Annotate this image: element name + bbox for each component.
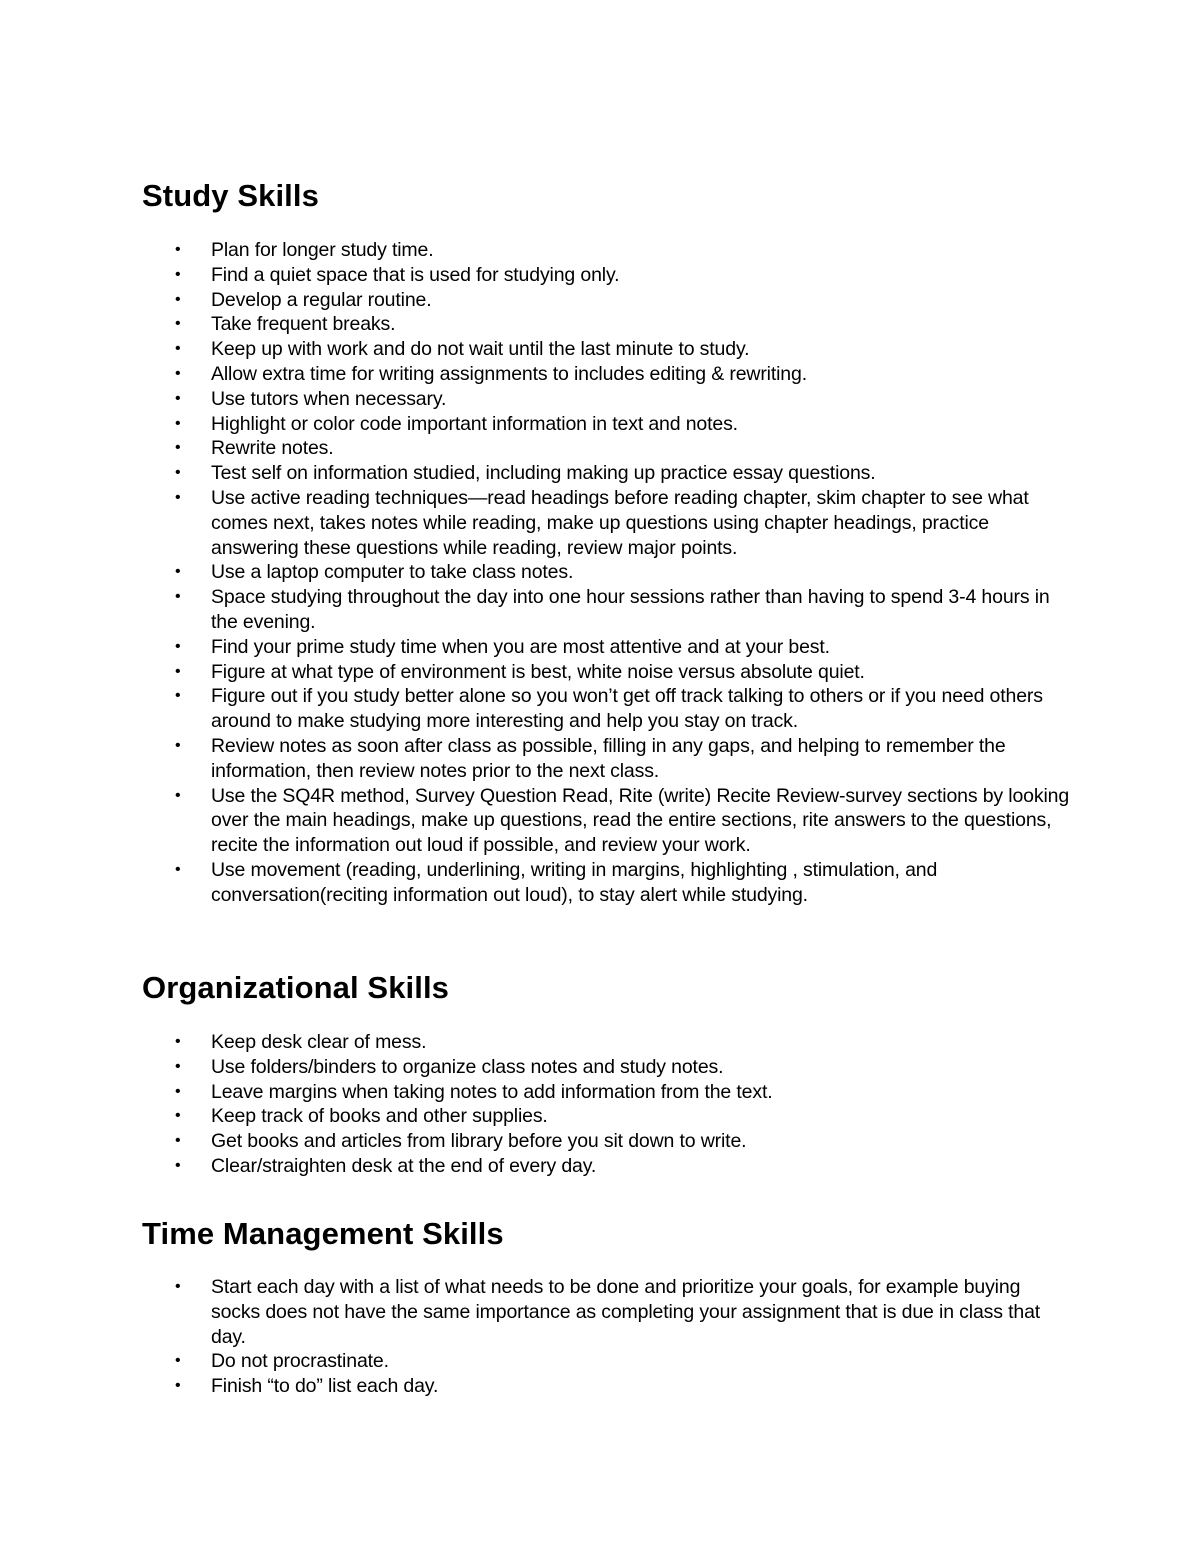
bullet-icon: •: [175, 588, 181, 606]
list-item: • Find your prime study time when you are most attentive and at your best.: [175, 635, 830, 658]
list-item: • Review notes as soon after class as possible, filling in any gaps, and helping to remember the information, then review notes prior to the next class.: [175, 734, 1006, 782]
bullet-icon: •: [175, 637, 181, 655]
list-item: • Space studying throughout the day into one hour sessions rather than having to spend 3-4 hours in the evening.: [175, 586, 1050, 633]
bullet-icon: •: [175, 1278, 181, 1295]
bullet-icon: •: [175, 464, 181, 482]
list-item: • Use active reading techniques—read headings before reading chapter, skim chapter to see what comes next, takes notes while reading, make up questions using chapter headings, practice answering these questions while reading, review major points.: [175, 486, 1029, 559]
list-item: • Figure out if you study better alone so you won’t get off track talking to others or if you need others around to make studying more interesting and help you stay on track.: [175, 685, 1043, 733]
bullet-icon: •: [175, 1057, 181, 1075]
bullet-icon: •: [175, 1082, 181, 1100]
bullet-icon: •: [175, 736, 181, 754]
organizational-skills-section: [142, 970, 1072, 1179]
list-item: • Use tutors when necessary.: [175, 387, 447, 410]
bullet-icon: •: [175, 315, 181, 333]
list-item: • Allow extra time for writing assignments to includes editing & rewriting.: [175, 362, 807, 385]
list-item: • Develop a regular routine.: [175, 288, 432, 311]
bullet-icon: •: [175, 241, 181, 258]
section-heading: Study Skills: [142, 178, 319, 213]
bullet-icon: •: [175, 786, 181, 804]
bullet-icon: •: [175, 1107, 181, 1125]
list-item: • Use folders/binders to organize class notes and study notes.: [175, 1055, 724, 1078]
bullet-icon: •: [175, 1352, 181, 1370]
list-item: • Keep up with work and do not wait until the last minute to study.: [175, 338, 750, 361]
list-item: • Clear/straighten desk at the end of every day.: [175, 1154, 597, 1177]
bullet-icon: •: [175, 1377, 181, 1395]
list-item: • Take frequent breaks.: [175, 313, 396, 336]
list-item: • Do not procrastinate.: [175, 1350, 389, 1373]
bullet-icon: •: [175, 265, 181, 283]
bullet-icon: •: [175, 439, 181, 457]
list-item: • Get books and articles from library before you sit down to write.: [175, 1130, 747, 1153]
bullet-icon: •: [175, 389, 181, 407]
list-item: • Plan for longer study time.: [175, 239, 434, 261]
bullet-list: [142, 1275, 1072, 1399]
list-item: • Use movement (reading, underlining, writing in margins, highlighting , stimulation, and conversation(reciting information out loud), to stay alert while studying.: [175, 858, 938, 906]
bullet-icon: •: [175, 290, 181, 308]
bullet-icon: •: [175, 364, 181, 382]
list-item: • Use a laptop computer to take class notes.: [175, 561, 574, 584]
bullet-icon: •: [175, 1156, 181, 1174]
list-item: • Figure at what type of environment is best, white noise versus absolute quiet.: [175, 660, 865, 683]
bullet-list: [142, 238, 1072, 908]
bullet-icon: •: [175, 340, 181, 358]
bullet-icon: •: [175, 414, 181, 432]
bullet-icon: •: [175, 687, 181, 705]
time-management-skills-section: [142, 1216, 1072, 1399]
list-item: • Test self on information studied, including making up practice essay questions.: [175, 462, 876, 485]
list-item: • Keep track of books and other supplies.: [175, 1105, 548, 1128]
list-item: • Use the SQ4R method, Survey Question Read, Rite (write) Recite Review-survey sections by looking over the main headings, make up questions, read the entire sections, rite answers to the questions, recite the information out loud if possible, and review your work.: [175, 784, 1070, 857]
section-heading: Time Management Skills: [142, 1216, 504, 1251]
list-item: • Find a quiet space that is used for studying only.: [175, 263, 620, 286]
study-skills-section: [142, 178, 1072, 908]
bullet-list: [142, 1030, 1072, 1179]
list-item: • Highlight or color code important information in text and notes.: [175, 412, 738, 435]
list-item: • Finish “to do” list each day.: [175, 1375, 439, 1398]
bullet-icon: •: [175, 1132, 181, 1150]
bullet-icon: •: [175, 662, 181, 680]
list-item: • Rewrite notes.: [175, 437, 334, 460]
list-item: • Start each day with a list of what needs to be done and prioritize your goals, for example buying socks does not have the same importance as completing your assignment that is due in class that day.: [175, 1276, 1041, 1348]
list-item: • Keep desk clear of mess.: [175, 1031, 427, 1053]
bullet-icon: •: [175, 563, 181, 581]
section-heading: Organizational Skills: [142, 970, 450, 1005]
list-item: • Leave margins when taking notes to add information from the text.: [175, 1080, 773, 1103]
bullet-icon: •: [175, 860, 181, 878]
bullet-icon: •: [175, 488, 181, 506]
bullet-icon: •: [175, 1033, 181, 1050]
